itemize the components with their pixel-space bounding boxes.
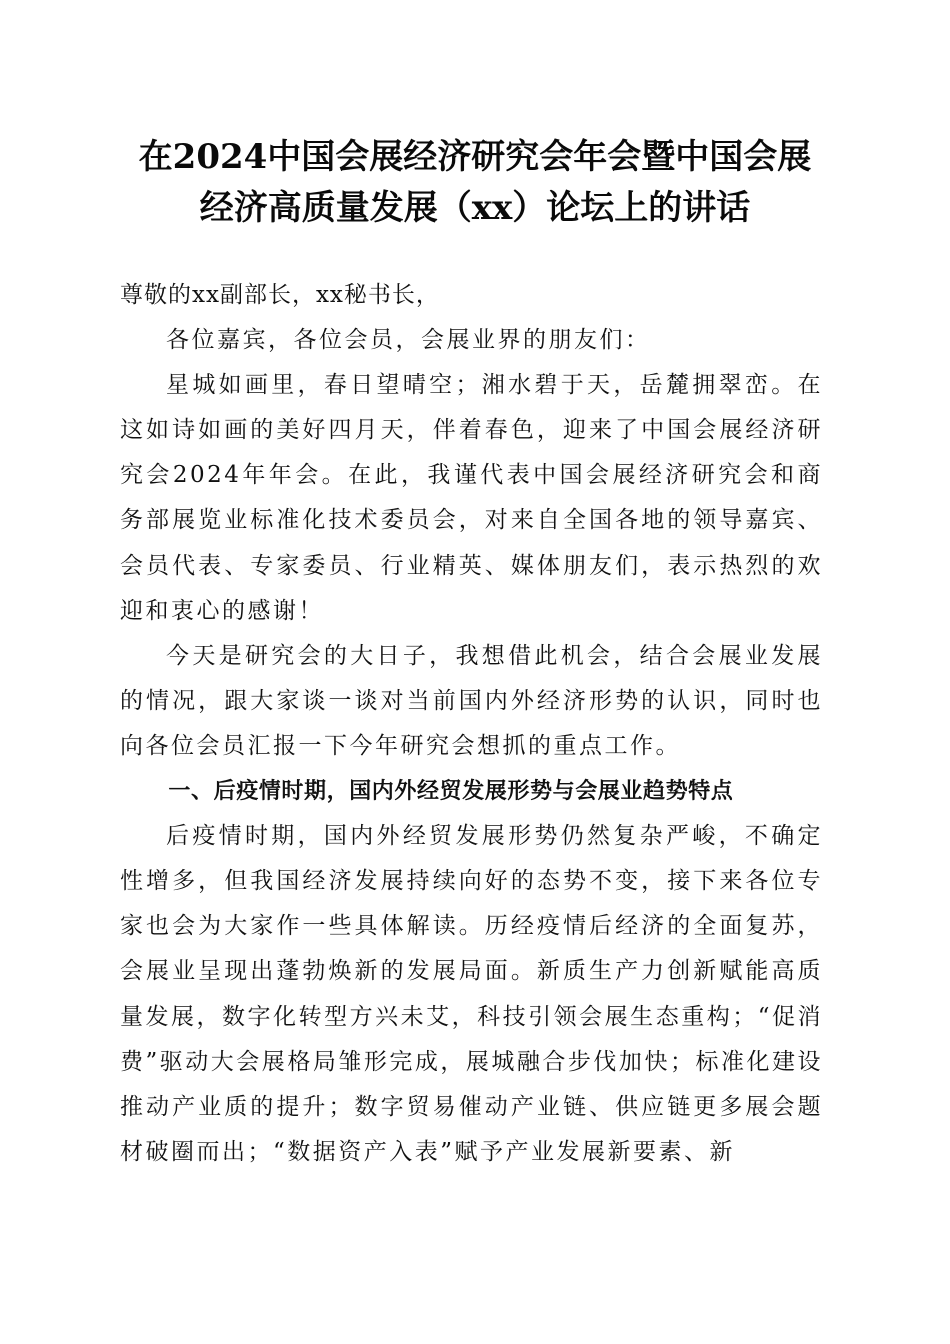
document-title xyxy=(100,132,850,234)
section-heading-1: 一、后疫情时期，国内外经贸发展形势与会展业趋势特点 xyxy=(168,779,734,805)
title-line-2: 经济高质量发展（xx）论坛上的讲话 xyxy=(199,188,751,228)
paragraph-intro: 今天是研究会的大日子，我想借此机会，结合会展业发展的情况，跟大家谈一谈对当前国内外经济形势的认识，同时也向各位会员汇报一下今年研究会想抓的重点工作。 xyxy=(120,642,823,759)
salutation-officials: 尊敬的xx副部长，xx秘书长， xyxy=(120,282,440,308)
paragraph-trends: 后疫情时期，国内外经贸发展形势仍然复杂严峻，不确定性增多，但我国经济发展持续向好的态势不变，接下来各位专家也会为大家作一些具体解读。历经疫情后经济的全面复苏，会展业呈现出蓬勃焕新的发展局面。新质生产力创新赋能高质量发展，数字化转型方兴未艾，科技引领会展生态重构；“促消费”驱动大会展格局雏形完成，展城融合步伐加快；标准化建设推动产业质的提升；数字贸易催动产业链、供应链更多展会题材破圈而出；“数据资产入表”赋予产业发展新要素、新 xyxy=(120,823,823,1165)
salutation-guests: 各位嘉宾，各位会员，会展业界的朋友们： xyxy=(166,327,651,354)
title-line-1: 在2024中国会展经济研究会年会暨中国会展 xyxy=(138,137,812,177)
paragraph-welcome: 星城如画里，春日望晴空；湘水碧于天，岳麓拥翠峦。在这如诗如画的美好四月天，伴着春色，迎来了中国会展经济研究会2024年年会。在此，我谨代表中国会展经济研究会和商务部展览业标准化技术委员会，对来自全国各地的领导嘉宾、会员代表、专家委员、行业精英、媒体朋友们，表示热烈的欢迎和衷心的感谢！ xyxy=(120,372,823,624)
document-body xyxy=(120,273,823,1175)
